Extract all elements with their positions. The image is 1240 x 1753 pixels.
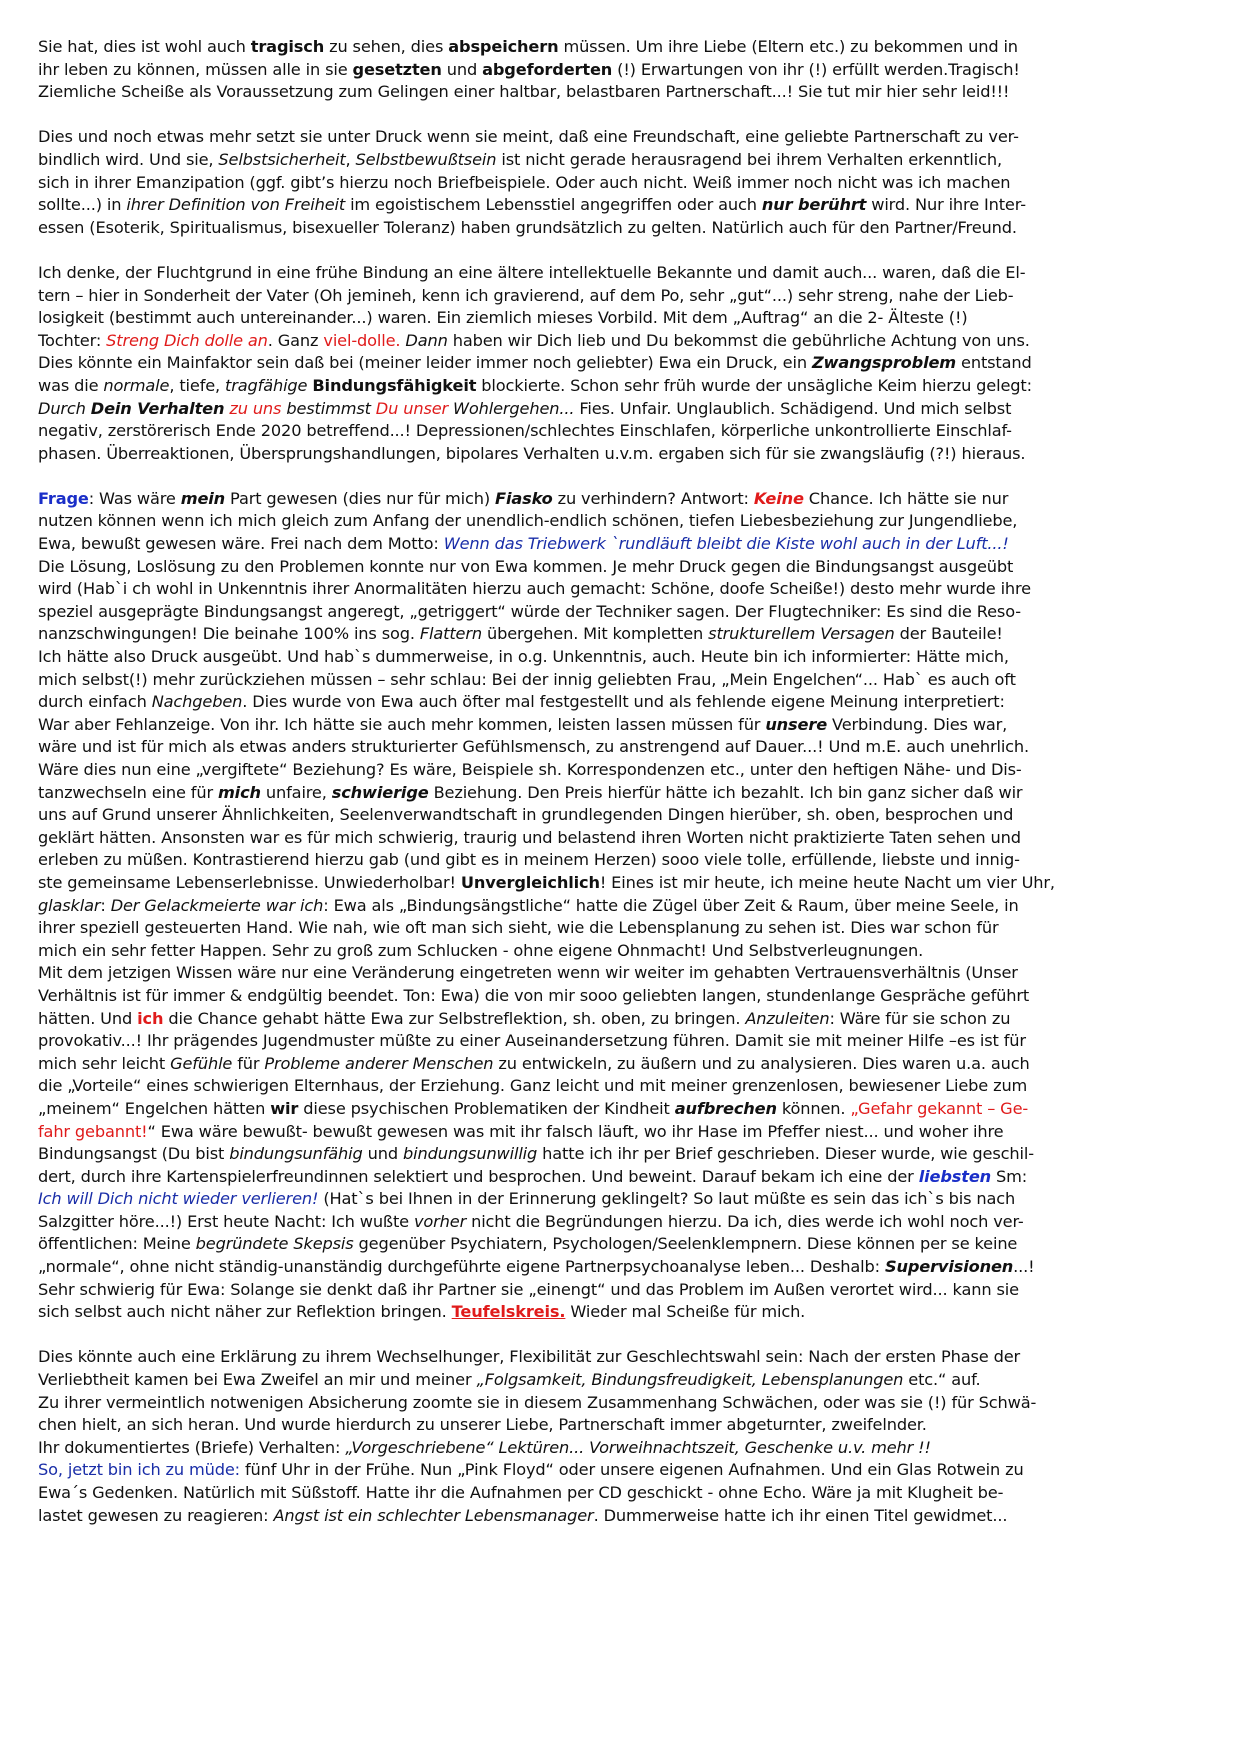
text-run: : Wäre für sie schon zu <box>829 1008 1011 1028</box>
text-line <box>38 714 1198 737</box>
text-run: was die <box>38 375 104 395</box>
text-run: losigkeit (bestimmt auch untereinander...) waren. Ein ziemlich mieses Vorbild. Mit dem „Auftrag“ an die 2- Älteste (!) <box>38 308 968 328</box>
text-run: Verliebtheit kamen bei Ewa Zweifel an mir und meiner <box>38 1370 477 1390</box>
text-line <box>38 443 1198 466</box>
text-run: Sehr schwierig für Ewa: Solange sie denkt daß ihr Partner sie „einengt“ und das Problem im Außen verortet wird... kann sie <box>38 1279 1019 1299</box>
text-line <box>38 352 1198 375</box>
text-line <box>38 1030 1198 1053</box>
text-run: und <box>441 59 483 79</box>
text-line <box>38 1075 1198 1098</box>
text-line <box>38 1008 1198 1031</box>
emphasized-text: ihrer Definition von Freiheit <box>126 195 346 215</box>
emphasized-text: Probleme anderer Menschen <box>264 1053 494 1073</box>
text-run: sich selbst auch nicht näher zur Reflektion bringen. <box>38 1302 452 1322</box>
text-line <box>38 1121 1198 1144</box>
text-line <box>38 533 1198 556</box>
text-run: diese psychischen Problematiken der Kindheit <box>298 1098 675 1118</box>
text-run: mich ein sehr fetter Happen. Sehr zu groß zum Schlucken - ohne eigene Ohnmacht! Und Selbstverleugnungen. <box>38 940 924 960</box>
emphasized-text: liebsten <box>918 1166 992 1186</box>
emphasized-text: fahr gebannt! <box>38 1121 148 1141</box>
emphasized-text: strukturellem Versagen <box>708 624 895 644</box>
text-run: müssen. Um ihre Liebe (Eltern etc.) zu bekommen und in <box>558 37 1018 56</box>
emphasized-text: Gefühle <box>170 1053 233 1073</box>
text-run: “ Ewa wäre bewußt- bewußt gewesen was mit ihr falsch läuft, wo ihr Hase im Pfeffer niest... und woher ihre <box>147 1121 1004 1141</box>
emphasized-text: So, jetzt bin ich zu müde: <box>38 1460 240 1480</box>
text-line <box>38 1256 1198 1279</box>
text-run: Tochter: <box>38 330 107 350</box>
text-line <box>38 1414 1198 1437</box>
text-line <box>38 285 1198 308</box>
text-run: dert, durch ihre Kartenspielerfreundinnen selektiert und besprochen. Und beweint. Darauf bekam ich eine der <box>38 1166 919 1186</box>
text-run: geklärt hätten. Ansonsten war es für mich schwierig, traurig und belastend ihren Worten nicht praktizierte Taten sehen und <box>38 827 1021 847</box>
text-line <box>38 420 1198 443</box>
emphasized-text: Flattern <box>419 624 482 644</box>
text-run: können. <box>776 1098 851 1118</box>
text-line <box>38 646 1198 669</box>
text-run: provokativ...! Ihr prägendes Jugendmuster müßte zu einer Auseinandersetzung führen. Damit sie mit meiner Hilfe –es ist für <box>38 1031 1026 1051</box>
text-run: , tiefe, <box>169 375 226 395</box>
text-run: Ich hätte also Druck ausgeübt. Und hab`s dummerweise, in o.g. Unkenntnis, auch. Heute bin ich informierter: Hätte mich, <box>38 647 1009 667</box>
text-line <box>38 940 1198 963</box>
text-run: Dies könnte auch eine Erklärung zu ihrem Wechselhunger, Flexibilität zur Geschlechtswahl sein: Nach der ersten Phase der <box>38 1347 1021 1367</box>
text-run: Ziemliche Scheiße als Voraussetzung zum Gelingen einer haltbar, belastbaren Partnerschaft...! Sie tut mir hier sehr leid!!! <box>38 82 1010 102</box>
text-run: nutzen können wenn ich mich gleich zum Anfang der unendlich-endlich schönen, tiefen Liebesbeziehung zur Jungendliebe, <box>38 511 1018 531</box>
text-run: , <box>345 149 356 169</box>
emphasized-text: gesetzten <box>352 59 442 79</box>
text-run: mich sehr leicht <box>38 1053 171 1073</box>
text-line <box>38 375 1198 398</box>
text-run: . Ganz <box>267 330 324 350</box>
emphasized-text: Zwangsproblem <box>811 353 957 373</box>
text-run: nicht die Begründungen hierzu. Da ich, dies werde ich wohl noch ver- <box>466 1211 1024 1231</box>
text-run: „normale“, ohne nicht ständig-unanständig durchgeführte eigene Partnerpsychoanalyse leben... Deshalb: <box>38 1257 885 1277</box>
emphasized-text: Selbstsicherheit <box>218 149 346 169</box>
emphasized-text: mich <box>217 782 261 802</box>
emphasized-text: Dann <box>405 330 448 350</box>
emphasized-text: bindungsunfähig <box>229 1144 363 1164</box>
emphasized-text: Unvergleichlich <box>460 872 600 892</box>
text-line <box>38 398 1198 421</box>
emphasized-text: Bindungsfähigkeit <box>312 375 477 395</box>
text-run: nanzschwingungen! Die beinahe 100% ins sog. <box>38 624 420 644</box>
text-run: gegenüber Psychiatern, Psychologen/Seelenklempnern. Diese können per se keine <box>353 1234 1018 1254</box>
text-line <box>38 736 1198 759</box>
text-line <box>38 1053 1198 1076</box>
emphasized-text: Dein Verhalten <box>90 398 225 418</box>
text-line <box>38 126 1198 149</box>
text-run: ste gemeinsame Lebenserlebnisse. Unwiederholbar! <box>38 872 461 892</box>
text-run: unfaire, <box>260 782 332 802</box>
text-line <box>38 962 1198 985</box>
text-line <box>38 172 1198 195</box>
text-run: die „Vorteile“ eines schwierigen Elternhaus, der Erziehung. Ganz leicht und mit meiner grenzenlosen, bewiesener Liebe zum <box>38 1076 1028 1096</box>
text-line <box>38 1346 1198 1369</box>
paragraph-1 <box>38 36 1198 104</box>
text-run: phasen. Überreaktionen, Übersprungshandlungen, bipolares Verhalten u.v.m. ergaben sich für sie zwangsläufig (?!) hieraus. <box>38 443 1026 463</box>
text-run: lastet gewesen zu reagieren: <box>38 1505 274 1525</box>
text-line <box>38 917 1198 940</box>
text-line <box>38 759 1198 782</box>
text-run: Ihr dokumentiertes (Briefe) Verhalten: <box>38 1437 346 1457</box>
text-run: uns auf Grund unserer Ähnlichkeiten, Seelenverwandtschaft in grundlegenden Dingen hierüber, sh. oben, besprochen und <box>38 805 1014 825</box>
emphasized-text: Fiasko <box>495 488 553 508</box>
emphasized-text: wir <box>270 1098 299 1118</box>
text-run: (!) Erwartungen von ihr (!) erfüllt werden.Tragisch! <box>612 59 1020 79</box>
emphasized-text: tragisch <box>250 37 325 56</box>
paragraph-2 <box>38 126 1198 239</box>
paragraph-4-frage <box>38 488 1198 1324</box>
emphasized-text: Der Gelackmeierte war ich <box>110 895 324 915</box>
text-run: hatte ich ihr per Brief geschrieben. Dieser wurde, wie geschil- <box>537 1144 1034 1164</box>
text-run: Bindungsangst (Du bist <box>38 1144 230 1164</box>
text-run: Zu ihrer vermeintlich notwenigen Absicherung zoomte sie in diesem Zusammenhang Schwächen, oder was sie (!) für Schwä- <box>38 1392 1037 1412</box>
text-line <box>38 194 1198 217</box>
text-run: „meinem“ Engelchen hätten <box>38 1098 271 1118</box>
emphasized-text: Du unser <box>370 398 449 418</box>
paragraph-5 <box>38 1346 1198 1527</box>
emphasized-text: „Vorgeschriebene“ Lektüren... Vorweihnachtszeit, Geschenke u.v. mehr !! <box>345 1437 931 1457</box>
emphasized-text: mein <box>180 488 226 508</box>
text-line <box>38 1369 1198 1392</box>
text-run: . Dummerweise hatte ich ihr einen Titel gewidmet... <box>593 1505 1008 1525</box>
emphasized-text: Supervisionen <box>884 1257 1014 1277</box>
text-run: durch einfach <box>38 692 152 712</box>
text-run: zu entwickeln, zu äußern und zu analysieren. Dies waren u.a. auch <box>493 1053 1030 1073</box>
text-run: Sm: <box>991 1166 1028 1186</box>
text-run: wird (Hab`i ch wohl in Unkenntnis ihrer Anormalitäten hierzu auch gemacht: Schöne, doofe Scheiße!) desto mehr wurde ihre <box>38 579 1031 599</box>
text-line <box>38 691 1198 714</box>
text-run: blockierte. Schon sehr früh wurde der unsägliche Keim hierzu gelegt: <box>476 375 1032 395</box>
text-run: erleben zu müßen. Kontrastierend hierzu gab (und gibt es in meinem Herzen) sooo viele tolle, erfüllende, liebste und innig- <box>38 850 1020 870</box>
text-run: : <box>100 895 111 915</box>
emphasized-text: nur berührt <box>761 195 867 215</box>
text-run: ihr leben zu können, müssen alle in sie <box>38 59 353 79</box>
text-line <box>38 578 1198 601</box>
text-run: ihrer speziell gesteuerten Hand. Wie nah, wie oft man sich sieht, wie die Lebensplanung zu sehen ist. Dies war schon für <box>38 918 999 938</box>
text-run: tern – hier in Sonderheit der Vater (Oh jemineh, kenn ich gravierend, auf dem Po, sehr „gut“...) sehr streng, nahe der Lieb- <box>38 285 1014 305</box>
text-run: negativ, zerstörerisch Ende 2020 betreffend...! Depressionen/schlechtes Einschlafen, körperliche unkontrollierte Einschlaf- <box>38 421 1012 441</box>
text-run: haben wir Dich lieb und Du bekommst die gebührliche Achtung von uns. <box>447 330 1030 350</box>
text-line <box>38 262 1198 285</box>
text-line <box>38 623 1198 646</box>
emphasized-text: Selbstbewußtsein <box>355 149 497 169</box>
text-run: : Was wäre <box>88 488 181 508</box>
text-run: bindlich wird. Und sie, <box>38 149 219 169</box>
text-line <box>38 510 1198 533</box>
emphasized-text: Wenn das Triebwerk `rundläuft bleibt die Kiste wohl auch in der Luft...! <box>443 534 1009 554</box>
text-line <box>38 59 1198 82</box>
text-run: chen hielt, an sich heran. Und wurde hierdurch zu unserer Liebe, Partnerschaft immer abgeturnter, zweifelnder. <box>38 1415 927 1435</box>
text-run: ist nicht gerade herausragend bei ihrem Verhalten erkenntlich, <box>496 149 1002 169</box>
text-run: und <box>362 1144 403 1164</box>
text-run: essen (Esoterik, Spiritualismus, bisexueller Toleranz) haben grundsätzlich zu gelten. Natürlich auch für den Partner/Freund. <box>38 217 1017 237</box>
text-run: speziel ausgeprägte Bindungsangst angeregt, „getriggert“ würde der Techniker sagen. Der Flugtechniker: Es sind die Reso- <box>38 601 1021 621</box>
text-run: Wieder mal Scheiße für mich. <box>565 1302 806 1322</box>
emphasized-text: abgeforderten <box>482 59 613 79</box>
text-run: mich selbst(!) mehr zurückziehen müssen – sehr schlau: Bei der innig geliebten Frau, „Mein Engelchen“... Hab` es auch oft <box>38 669 1016 689</box>
text-run: die Chance gehabt hätte Ewa zur Selbstreflektion, sh. oben, zu bringen. <box>163 1008 746 1028</box>
text-line <box>38 985 1198 1008</box>
text-line <box>38 1392 1198 1415</box>
text-line <box>38 1505 1198 1528</box>
text-line <box>38 827 1198 850</box>
text-line <box>38 1279 1198 1302</box>
text-line <box>38 1437 1198 1460</box>
text-run: zu verhindern? Antwort: <box>552 488 754 508</box>
text-run: Verbindung. Dies war, <box>827 714 1008 734</box>
emphasized-text: begründete Skepsis <box>195 1234 354 1254</box>
emphasized-text: Teufelskreis. <box>451 1302 566 1322</box>
text-run: Beziehung. Den Preis hierfür hätte ich bezahlt. Ich bin ganz sicher daß wir <box>428 782 1023 802</box>
text-run: zu sehen, dies <box>324 37 449 56</box>
text-line <box>38 307 1198 330</box>
text-run: Chance. Ich hätte sie nur <box>803 488 1009 508</box>
text-line <box>38 669 1198 692</box>
text-line <box>38 849 1198 872</box>
emphasized-text: Keine <box>753 488 804 508</box>
emphasized-text: Nachgeben <box>151 692 243 712</box>
emphasized-text: bindungsunwillig <box>403 1144 538 1164</box>
text-run: Part gewesen (dies nur für mich) <box>225 488 496 508</box>
text-line <box>38 1233 1198 1256</box>
text-run: hätten. Und <box>38 1008 138 1028</box>
emphasized-text: Frage <box>38 488 89 508</box>
text-run: Die Lösung, Loslösung zu den Problemen konnte nur von Ewa kommen. Je mehr Druck gegen die Bindungsangst ausgeübt <box>38 556 1014 576</box>
text-line <box>38 1166 1198 1189</box>
text-line <box>38 872 1198 895</box>
text-line <box>38 804 1198 827</box>
text-run: Dies könnte ein Mainfaktor sein daß bei (meiner leider immer noch geliebter) Ewa ein Druck, ein <box>38 353 812 373</box>
text-run: entstand <box>956 353 1032 373</box>
text-line <box>38 36 1198 59</box>
text-line <box>38 1482 1198 1505</box>
text-run: Salzgitter höre...!) Erst heute Nacht: Ich wußte <box>38 1211 414 1231</box>
text-line <box>38 217 1198 240</box>
text-run: der Bauteile! <box>894 624 1003 644</box>
text-run: : Ewa als „Bindungsängstliche“ hatte die Zügel über Zeit & Raum, über meine Seele, in <box>323 895 1019 915</box>
emphasized-text: „Gefahr gekannt – Ge- <box>850 1098 1029 1118</box>
text-line <box>38 330 1198 353</box>
text-line <box>38 81 1198 104</box>
text-run: (Hat`s bei Ihnen in der Erinnerung geklingelt? So laut müßte es sein das ich`s bis nach <box>318 1189 1016 1209</box>
emphasized-text: unsere <box>765 714 828 734</box>
paragraph-3 <box>38 262 1198 465</box>
text-run: ! Eines ist mir heute, ich meine heute Nacht um vier Uhr, <box>599 872 1055 892</box>
emphasized-text: vorher <box>413 1211 467 1231</box>
text-line <box>38 895 1198 918</box>
text-line <box>38 556 1198 579</box>
text-run: wäre und ist für mich als etwas anders strukturierter Gefühlsmensch, zu anstrengend auf Dauer...! Und m.E. auch unehrlich. <box>38 737 1030 757</box>
text-line <box>38 1459 1198 1482</box>
text-line <box>38 1301 1198 1324</box>
text-line <box>38 1143 1198 1166</box>
emphasized-text: ich <box>137 1008 164 1028</box>
text-run: fünf Uhr in der Frühe. Nun „Pink Floyd“ oder unsere eigenen Aufnahmen. Und ein Glas Rotwein zu <box>239 1460 1024 1480</box>
emphasized-text: aufbrechen <box>674 1098 777 1118</box>
text-run: für <box>232 1053 265 1073</box>
text-run: sollte...) in <box>38 195 127 215</box>
text-run: War aber Fehlanzeige. Von ihr. Ich hätte sie auch mehr kommen, leisten lassen müssen für <box>38 714 766 734</box>
text-line <box>38 149 1198 172</box>
emphasized-text: abspeichern <box>448 37 559 56</box>
text-run: Ewa, bewußt gewesen wäre. Frei nach dem Motto: <box>38 534 444 554</box>
text-run: Sie hat, dies ist wohl auch <box>38 37 251 56</box>
text-run: im egoistischem Lebensstiel angegriffen oder auch <box>345 195 762 215</box>
emphasized-text: schwierige <box>331 782 429 802</box>
text-run: wird. Nur ihre Inter- <box>866 195 1026 215</box>
text-run: sich in ihrer Emanzipation (ggf. gibt’s hierzu noch Briefbeispiele. Oder auch nicht. Weiß immer noch nicht was ich machen <box>38 172 1011 192</box>
emphasized-text: Durch <box>38 398 91 418</box>
text-run: Mit dem jetzigen Wissen wäre nur eine Veränderung eingetreten wenn wir weiter im gehabten Vertrauensverhältnis (Unser <box>38 963 1018 983</box>
text-line <box>38 1188 1198 1211</box>
text-line <box>38 782 1198 805</box>
text-run: Wäre dies nun eine „vergiftete“ Beziehung? Es wäre, Beispiele sh. Korrespondenzen etc., unter den heftigen Nähe- und Dis- <box>38 760 1022 779</box>
text-run: Verhältnis ist für immer & endgültig beendet. Ton: Ewa) die von mir sooo geliebten langen, stundenlange Gespräche geführt <box>38 985 1030 1005</box>
emphasized-text: normale <box>103 375 170 395</box>
emphasized-text: Wohlergehen... <box>448 398 575 418</box>
text-run: etc.“ auf. <box>903 1370 981 1390</box>
emphasized-text: „Folgsamkeit, Bindungsfreudigkeit, Lebensplanungen <box>476 1370 904 1390</box>
text-run: Ewa´s Gedenken. Natürlich mit Süßstoff. Hatte ihr die Aufnahmen per CD geschickt - ohne Echo. Wäre ja mit Klugheit be- <box>38 1483 1004 1502</box>
emphasized-text: viel-dolle. <box>323 330 401 350</box>
text-run: öffentlichen: Meine <box>38 1234 196 1254</box>
text-run: Fies. Unfair. Unglaublich. Schädigend. Und mich selbst <box>574 398 1012 418</box>
document-page <box>38 36 1198 1550</box>
emphasized-text: Anzuleiten <box>745 1008 830 1028</box>
text-line <box>38 488 1198 511</box>
emphasized-text: Streng Dich dolle an <box>106 330 268 350</box>
text-line <box>38 1098 1198 1121</box>
text-run: Ich denke, der Fluchtgrund in eine frühe Bindung an eine ältere intellektuelle Bekannte und damit auch... waren, daß die El- <box>38 262 1026 282</box>
text-run: Dies und noch etwas mehr setzt sie unter Druck wenn sie meint, daß eine Freundschaft, eine geliebte Partnerschaft zu ver- <box>38 127 1019 147</box>
emphasized-text: zu uns <box>224 398 282 418</box>
text-run: ...! <box>1013 1257 1035 1277</box>
emphasized-text: Angst ist ein schlechter Lebensmanager <box>273 1505 594 1525</box>
text-line <box>38 1211 1198 1234</box>
text-line <box>38 601 1198 624</box>
text-run: übergehen. Mit kompletten <box>481 624 709 644</box>
text-run: tanzwechseln eine für <box>38 782 218 802</box>
emphasized-text: glasklar <box>38 895 101 915</box>
emphasized-text: tragfähige <box>225 375 308 395</box>
emphasized-text: bestimmst <box>281 398 371 418</box>
text-run: . Dies wurde von Ewa auch öfter mal festgestellt und als fehlende eigene Meinung interpretiert: <box>242 692 1005 712</box>
emphasized-text: Ich will Dich nicht wieder verlieren! <box>38 1189 319 1209</box>
